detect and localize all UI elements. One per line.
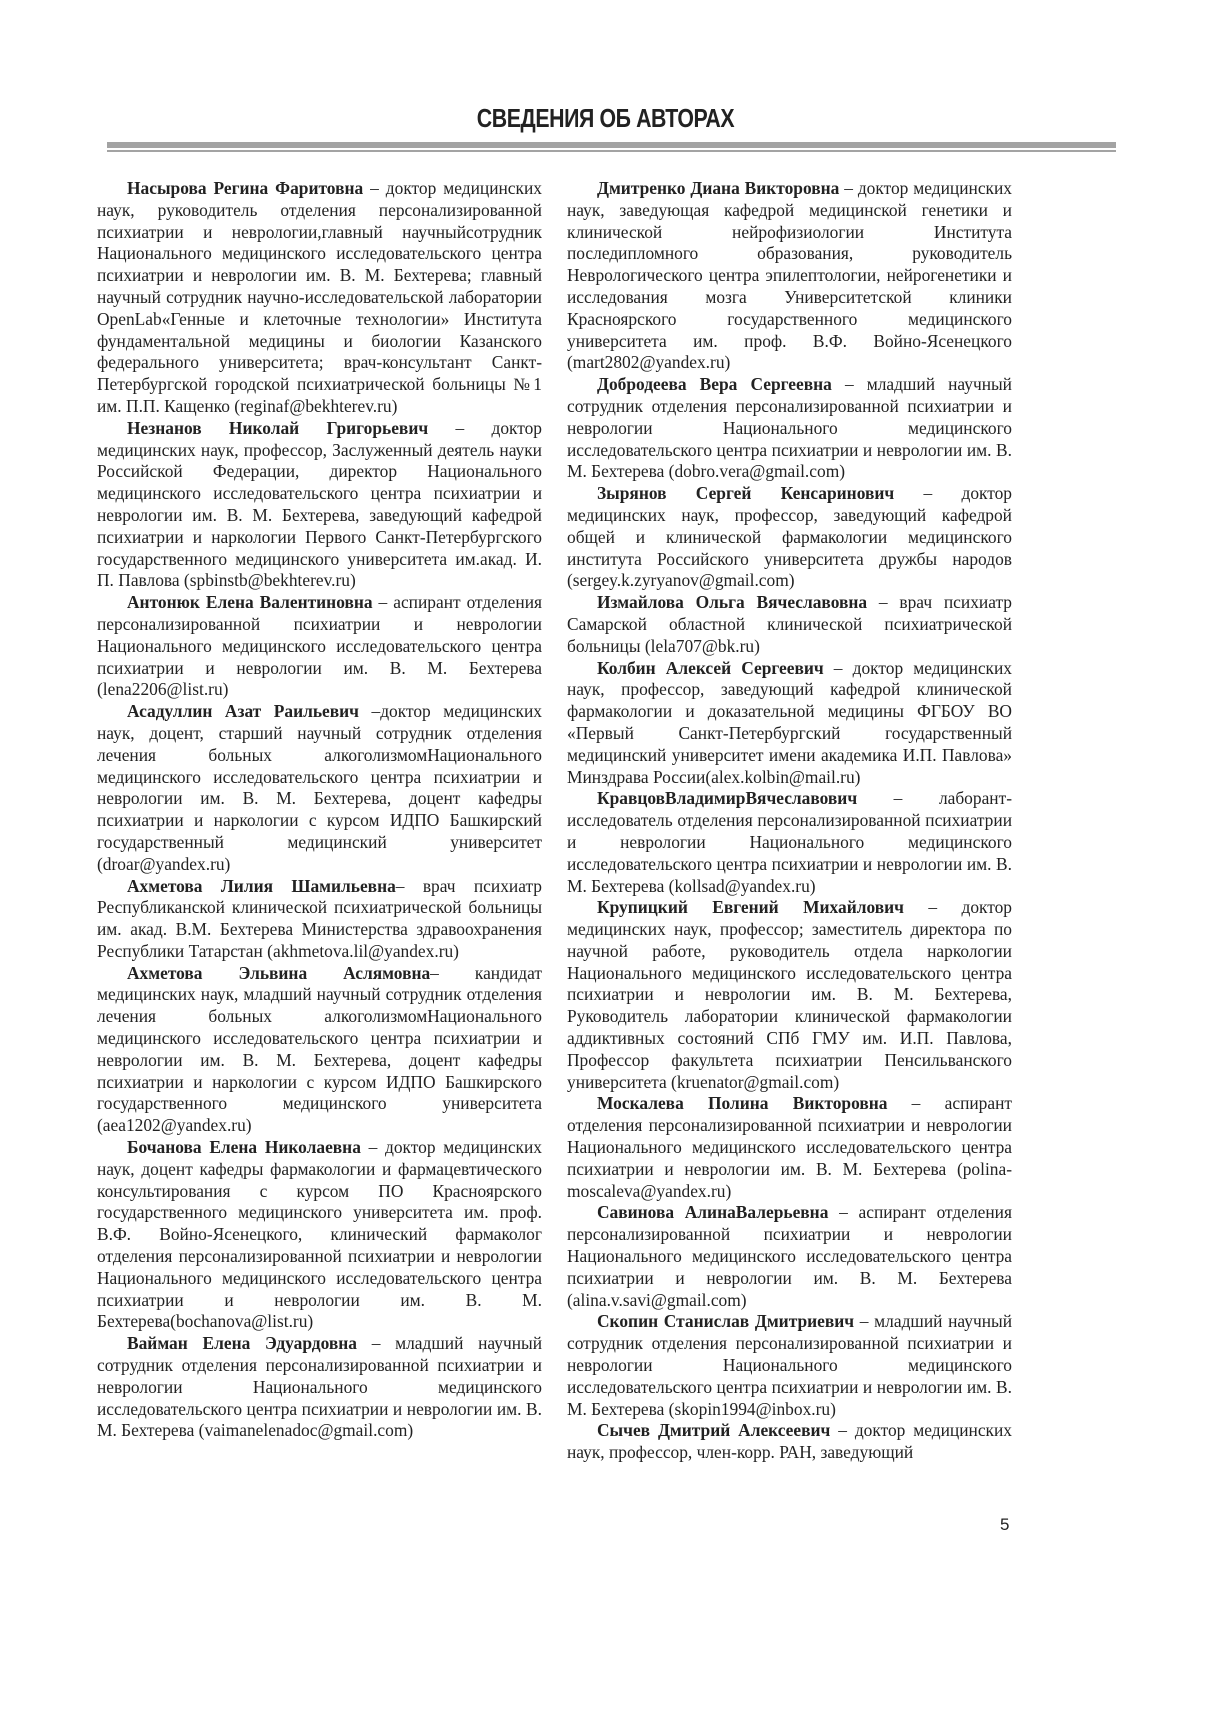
page-title: СВЕДЕНИЯ ОБ АВТОРАХ xyxy=(476,103,735,133)
author-entry xyxy=(97,592,542,701)
author-entry xyxy=(567,788,1012,897)
author-name: Антонюк Елена Валентиновна xyxy=(127,592,373,613)
left-column xyxy=(97,178,542,1442)
author-name: Добродеева Вера Сергеевна xyxy=(597,374,832,395)
author-entry xyxy=(97,876,542,963)
author-description: – врач психиатр Республиканской клинической психиатрической больницы им. акад. В.М. Бехтерева Министерства здравоохранения Республики Татарстан (akhmetova.lil@yandex.ru) xyxy=(97,875,542,961)
author-description: – доктор медицинских наук, руководитель отделения персонализированной психиатрии и неврологии,главный научныйсотрудник Национального медицинского исследовательского центра психиатрии и неврологии им. В. М. Бехтерева; главный научный сотрудник научно-исследовательской лаборатории OpenLab«Генные и клеточные технологии» Института фундаментальной медицины и биологии Казанского федерального университета; врач-консультант Санкт-Петербургской городской психиатрической больницы №1 им. П.П. Кащенко (reginaf@bekhterev.ru) xyxy=(97,178,542,416)
author-entry xyxy=(567,1311,1012,1420)
author-description: – кандидат медицинских наук, младший научный сотрудник отделения лечения больных алкоголизмомНационального медицинского исследовательского центра психиатрии и неврологии им. В. М. Бехтерева, доцент кафедры психиатрии и наркологии с курсом ИДПО Башкирского государственного медицинского университета (aea1202@yandex.ru) xyxy=(97,962,542,1136)
author-description: – аспирант отделения персонализированной психиатрии и неврологии Национального медицинского исследовательского центра психиатрии и неврологии им. В. М. Бехтерева (polina-moscaleva@yandex.ru) xyxy=(567,1093,1012,1201)
author-entry xyxy=(97,1333,542,1442)
header-rule-thick xyxy=(107,142,1116,148)
author-entry xyxy=(567,1420,1012,1464)
author-description: – доктор медицинских наук, профессор; заместитель директора по научной работе, руководитель отдела наркологии Национального медицинского исследовательского центра психиатрии и неврологии им. В. М. Бехтерева, Руководитель лаборатории клинической фармакологии аддиктивных состояний СПб ГМУ им. И.П. Павлова, Профессор факультета психиатрии Пенсильванского университета (kruenator@gmail.com) xyxy=(567,897,1012,1092)
author-description: –доктор медицинских наук, доцент, старший научный сотрудник отделения лечения больных алкоголизмомНационального медицинского исследовательского центра психиатрии и неврологии им. В. М. Бехтерева, доцент кафедры психиатрии и наркологии с курсом ИДПО Башкирский государственный медицинский университет (droar@yandex.ru) xyxy=(97,701,542,874)
author-description: – аспирант отделения персонализированной психиатрии и неврологии Национального медицинского исследовательского центра психиатрии и неврологии им. В. М. Бехтерева (alina.v.savi@gmail.com) xyxy=(567,1202,1012,1310)
author-name: Крупицкий Евгений Михайлович xyxy=(597,897,904,918)
author-entry xyxy=(567,178,1012,374)
author-description: – доктор медицинских наук, заведующая кафедрой медицинской генетики и клинической нейрофизиологии Института последипломного образования, руководитель Неврологического центра эпилептологии, нейрогенетики и исследования мозга Университетской клиники Красноярского государственного медицинского университета им. проф. В.Ф. Войно-Ясенецкого (mart2802@yandex.ru) xyxy=(567,178,1012,373)
author-description: – аспирант отделения персонализированной психиатрии и неврологии Национального медицинского исследовательского центра психиатрии и неврологии им. В. М. Бехтерева (lena2206@list.ru) xyxy=(97,592,543,700)
author-name: Асадуллин Азат Раильевич xyxy=(127,701,359,722)
author-name: Ахметова Лилия Шамильевна xyxy=(127,875,396,896)
author-entry xyxy=(567,483,1012,592)
author-name: Сычев Дмитрий Алексеевич xyxy=(597,1420,831,1441)
author-entry xyxy=(567,592,1012,657)
author-entry xyxy=(567,1093,1012,1202)
author-entry xyxy=(567,897,1012,1093)
author-name: Бочанова Елена Николаевна xyxy=(127,1137,361,1158)
author-name: КравцовВладимирВячеславович xyxy=(597,788,858,809)
author-description: – лаборант-исследователь отделения персонализированной психиатрии и неврологии Национального медицинского исследовательского центра психиатрии и неврологии им. В. М. Бехтерева (kollsad@yandex.ru) xyxy=(567,788,1012,896)
author-description: – доктор медицинских наук, профессор, заведующий кафедрой общей и клинической фармакологии медицинского института Российского университета дружбы народов (sergey.k.zyryanov@gmail.com) xyxy=(567,483,1013,591)
author-name: Москалева Полина Викторовна xyxy=(597,1093,888,1114)
author-description: – доктор медицинских наук, профессор, Заслуженный деятель науки Российской Федерации, директор Национального медицинского исследовательского центра психиатрии и неврологии им. В. М. Бехтерева, заведующий кафедрой психиатрии и наркологии Первого Санкт-Петербургского государственного медицинского университета им.акад. И. П. Павлова (spbinstb@bekhterev.ru) xyxy=(97,417,542,591)
author-description: – врач психиатр Самарской областной клинической психиатрической больницы (lela707@bk.ru) xyxy=(567,592,1012,656)
author-entry xyxy=(567,374,1012,483)
header-rule-thin xyxy=(107,150,1116,152)
author-name: Зырянов Сергей Кенсаринович xyxy=(597,483,895,504)
author-description: – младший научный сотрудник отделения персонализированной психиатрии и неврологии Национального медицинского исследовательского центра психиатрии и неврологии им. В. М. Бехтерева (vaimanelenadoc@gmail.com) xyxy=(97,1333,542,1441)
author-name: Савинова АлинаВалерьевна xyxy=(597,1202,829,1223)
author-description: – младший научный сотрудник отделения персонализированной психиатрии и неврологии Национального медицинского исследовательского центра психиатрии и неврологии им. В. М. Бехтерева (dobro.vera@gmail.com) xyxy=(567,374,1012,482)
author-name: Незнанов Николай Григорьевич xyxy=(127,417,429,438)
author-entry xyxy=(567,1202,1012,1311)
author-name: Вайман Елена Эдуардовна xyxy=(127,1333,357,1354)
author-entry xyxy=(97,178,542,418)
author-description: – младший научный сотрудник отделения персонализированной психиатрии и неврологии Национального медицинского исследовательского центра психиатрии и неврологии им. В. М. Бехтерева (skopin1994@inbox.ru) xyxy=(567,1311,1012,1419)
author-description: – доктор медицинских наук, профессор, член-корр. РАН, заведующий xyxy=(567,1420,1012,1463)
author-entry xyxy=(97,418,542,592)
right-column xyxy=(567,178,1012,1464)
author-description: – доктор медицинских наук, профессор, заведующий кафедрой клинической фармакологии и доказательной медицины ФГБОУ ВО «Первый Санкт-Петербургский государственный медицинский университет имени академика И.П. Павлова» Минздрава России(alex.kolbin@mail.ru) xyxy=(567,657,1012,787)
author-entry xyxy=(567,658,1012,789)
author-name: Ахметова Эльвина Аслямовна xyxy=(127,962,431,983)
author-name: Насырова Регина Фаритовна xyxy=(127,178,364,198)
author-name: Колбин Алексей Сергеевич xyxy=(597,657,824,678)
author-entry xyxy=(97,1137,542,1333)
author-name: Скопин Станислав Дмитриевич xyxy=(597,1311,855,1332)
author-name: Измайлова Ольга Вячеславовна xyxy=(597,592,868,613)
author-entry xyxy=(97,963,542,1137)
author-entry xyxy=(97,701,542,875)
page-number: 5 xyxy=(1000,1515,1010,1534)
author-name: Дмитренко Диана Викторовна xyxy=(597,178,840,198)
author-description: – доктор медицинских наук, доцент кафедры фармакологии и фармацевтического консультирования с курсом ПО Красноярского государственного медицинского университета им. проф. В.Ф. Войно-Ясенецкого, клинический фармаколог отделения персонализированной психиатрии и неврологии Национального медицинского исследовательского центра психиатрии и неврологии им. В. М. Бехтерева(bochanova@list.ru) xyxy=(97,1137,542,1332)
